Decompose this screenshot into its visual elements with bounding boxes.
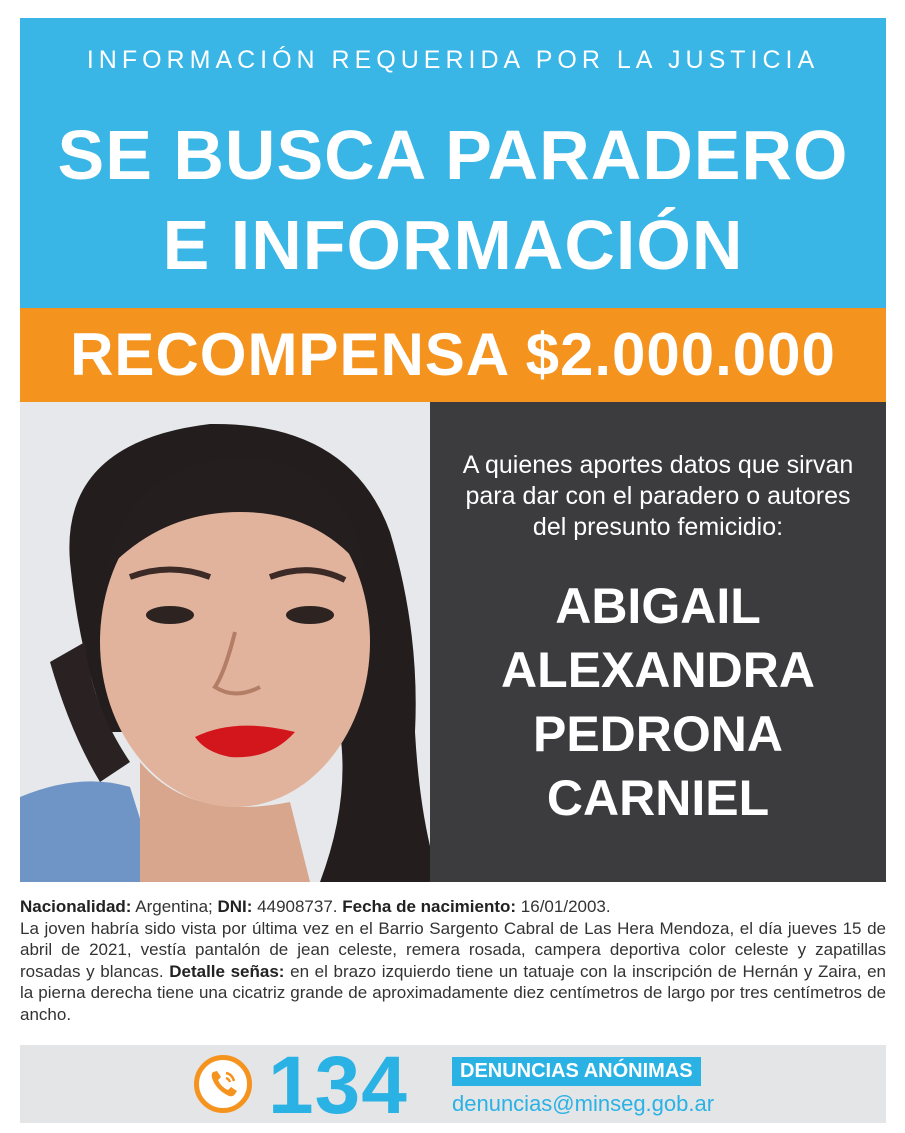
person-name (430, 574, 886, 830)
signs-label: Detalle señas: (169, 961, 285, 981)
header-title-line2: E INFORMACIÓN (162, 206, 744, 284)
header-title (20, 110, 886, 290)
hotline-number: 134 (268, 1040, 408, 1131)
name-line-1: ABIGAIL (555, 578, 761, 634)
nationality-label: Nacionalidad: (20, 897, 132, 916)
phone-icon (194, 1055, 252, 1113)
info-panel (430, 402, 886, 882)
reward-banner (20, 308, 886, 402)
appeal-line3: del presunto femicidio: (532, 513, 784, 541)
header-banner (20, 18, 886, 308)
dob-label: Fecha de nacimiento: (342, 897, 517, 916)
details-text-1: La joven habría sido vista por última vez en el Barrio Sargento Cabral de Las Hera Mendoza, el día jueves 15 de abril de 2021, vestía pantalón de jean celeste, remera rosada, campera deportiva color celeste y zapatillas rosadas y blancas. (20, 918, 886, 981)
details-paragraph (20, 896, 886, 1025)
header-title-line1: SE BUSCA PARADERO (57, 116, 849, 194)
person-photo (20, 402, 430, 882)
name-line-3: PEDRONA (532, 706, 784, 762)
appeal-line2: para dar con el paradero o autores (465, 482, 851, 510)
appeal-text (440, 450, 876, 543)
dni-value: 44908737. (252, 897, 343, 916)
person-portrait (20, 402, 430, 882)
header-subtitle: INFORMACIÓN REQUERIDA POR LA JUSTICIA (86, 46, 820, 74)
details-text-2: en el brazo izquierdo tiene un tatuaje con la inscripción de Hernán y Zaira, en la pierna derecha tiene una cicatriz grande de aproximadamente diez centímetros de largo por tres centímetros de ancho. (20, 961, 887, 1024)
reports-email[interactable]: denuncias@minseg.gob.ar (452, 1091, 715, 1116)
name-line-4: CARNIEL (546, 770, 770, 826)
name-line-2: ALEXANDRA (501, 642, 815, 698)
anonymous-reports-label: DENUNCIAS ANÓNIMAS (452, 1057, 701, 1086)
dni-label: DNI: (217, 897, 253, 916)
footer-bar (20, 1040, 886, 1131)
reward-text: RECOMPENSA $2.000.000 (70, 321, 836, 388)
appeal-line1: A quienes aportes datos que sirvan (462, 451, 854, 479)
nationality-value: Argentina; (131, 897, 218, 916)
dob-value: 16/01/2003. (516, 897, 611, 916)
